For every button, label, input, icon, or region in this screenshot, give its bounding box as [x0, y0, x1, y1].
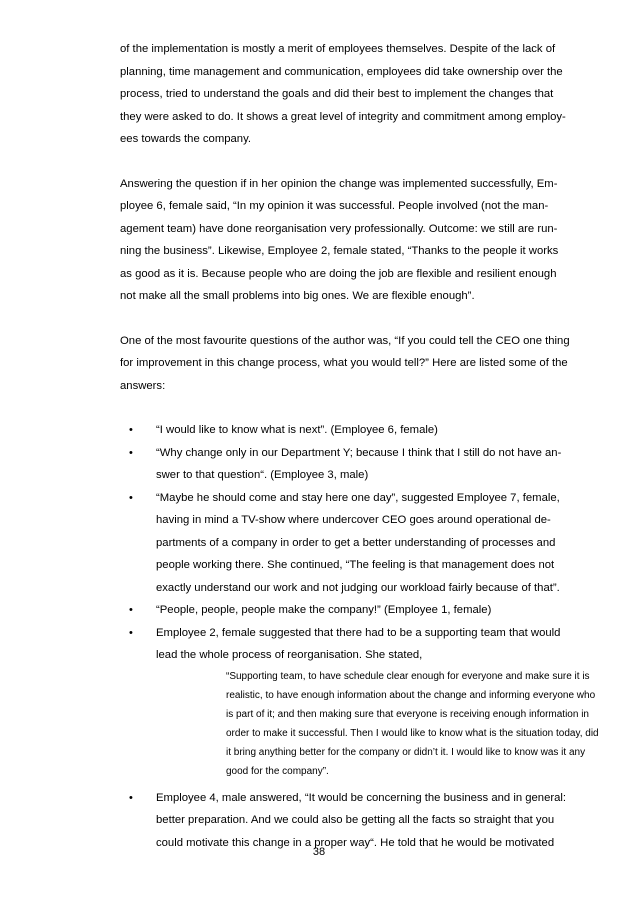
bullet-icon: •	[129, 446, 133, 459]
text-line: “Maybe he should come and stay here one day”, suggested Employee 7, female,	[156, 491, 560, 504]
list-item	[120, 442, 590, 487]
page-number: 38	[312, 846, 326, 858]
text-line: planning, time management and communication, employees did take ownership over the	[120, 65, 563, 78]
quote-line: is part of it; and then making sure that everyone is receiving enough information in	[226, 708, 589, 720]
text-line: of the implementation is mostly a merit of employees themselves. Despite of the lack of	[120, 43, 556, 55]
text-line: for improvement in this change process, what you would tell?” Here are listed some of the	[120, 357, 568, 369]
text-line: ees towards the company.	[120, 133, 252, 145]
text-line: they were asked to do. It shows a great level of integrity and commitment among employ-	[120, 110, 566, 123]
list-item	[120, 487, 590, 600]
text-line: people working there. She continued, “The feeling is that management does not	[156, 559, 555, 571]
text-line: as good as it is. Because people who are doing the job are flexible and resilient enough	[120, 267, 557, 280]
paragraph-1	[120, 38, 590, 151]
bullet-icon: •	[129, 604, 133, 616]
paragraph-gap	[120, 397, 590, 419]
text-line: swer to that question“. (Employee 3, male)	[156, 469, 369, 481]
paragraph-gap	[120, 308, 590, 330]
text-line: One of the most favourite questions of the author was, “If you could tell the CEO one thing	[120, 334, 570, 347]
quote-line: order to make it successful. Then I would like to know what is the situation today, did	[226, 727, 599, 739]
text-line: exactly understand our work and not judging our workload fairly because of that”.	[156, 581, 560, 594]
paragraph-gap	[120, 151, 590, 173]
text-line: process, tried to understand the goals and did their best to implement the changes that	[120, 88, 554, 100]
bullet-icon: •	[129, 491, 133, 504]
paragraph-2	[120, 173, 590, 308]
text-line: Answering the question if in her opinion the change was implemented successfully, Em-	[120, 177, 558, 190]
text-line: Employee 2, female suggested that there had to be a supporting team that would	[156, 626, 561, 639]
quote-line: good for the company”.	[226, 765, 329, 777]
text-line: not make all the small problems into big ones. We are flexible enough”.	[120, 290, 475, 302]
list-item	[120, 419, 590, 442]
text-line: ning the business”. Likewise, Employee 2, female stated, “Thanks to the people it works	[120, 245, 559, 257]
bullet-icon: •	[129, 791, 133, 804]
block-quote	[226, 667, 599, 781]
text-line: better preparation. And we could also be getting all the facts so straight that you	[156, 814, 555, 826]
document-page	[120, 38, 599, 854]
answers-list	[120, 419, 599, 854]
text-line: “People, people, people make the company!” (Employee 1, female)	[156, 604, 492, 616]
quote-line: “Supporting team, to have schedule clear enough for everyone and make sure it is	[226, 670, 590, 682]
quote-line: it bring anything better for the company or didn’t it. I would like to know was it any	[226, 746, 586, 758]
list-item	[120, 599, 590, 622]
text-line: agement team) have done reorganisation very professionally. Outcome: we still are run-	[120, 222, 558, 235]
text-line: ployee 6, female said, “In my opinion it was successful. People involved (not the man-	[120, 200, 549, 212]
bullet-icon: •	[129, 424, 133, 436]
text-line: “I would like to know what is next”. (Employee 6, female)	[156, 424, 438, 436]
paragraph-3	[120, 330, 590, 398]
text-line: partments of a company in order to get a better understanding of processes and	[156, 536, 556, 549]
text-line: could motivate this change in a proper way“. He told that he would be motivated	[156, 836, 555, 849]
list-item	[120, 787, 590, 855]
text-line: “Why change only in our Department Y; because I think that I still do not have an-	[156, 446, 562, 459]
bullet-icon: •	[129, 626, 133, 639]
list-item	[120, 622, 599, 781]
text-line: having in mind a TV-show where undercover CEO goes around operational de-	[156, 514, 551, 526]
text-line: Employee 4, male answered, “It would be concerning the business and in general:	[156, 791, 567, 804]
quote-line: realistic, to have enough information about the change and informing everyone who	[226, 689, 596, 701]
text-line: lead the whole process of reorganisation. She stated,	[156, 649, 423, 661]
text-line: answers:	[120, 379, 166, 392]
